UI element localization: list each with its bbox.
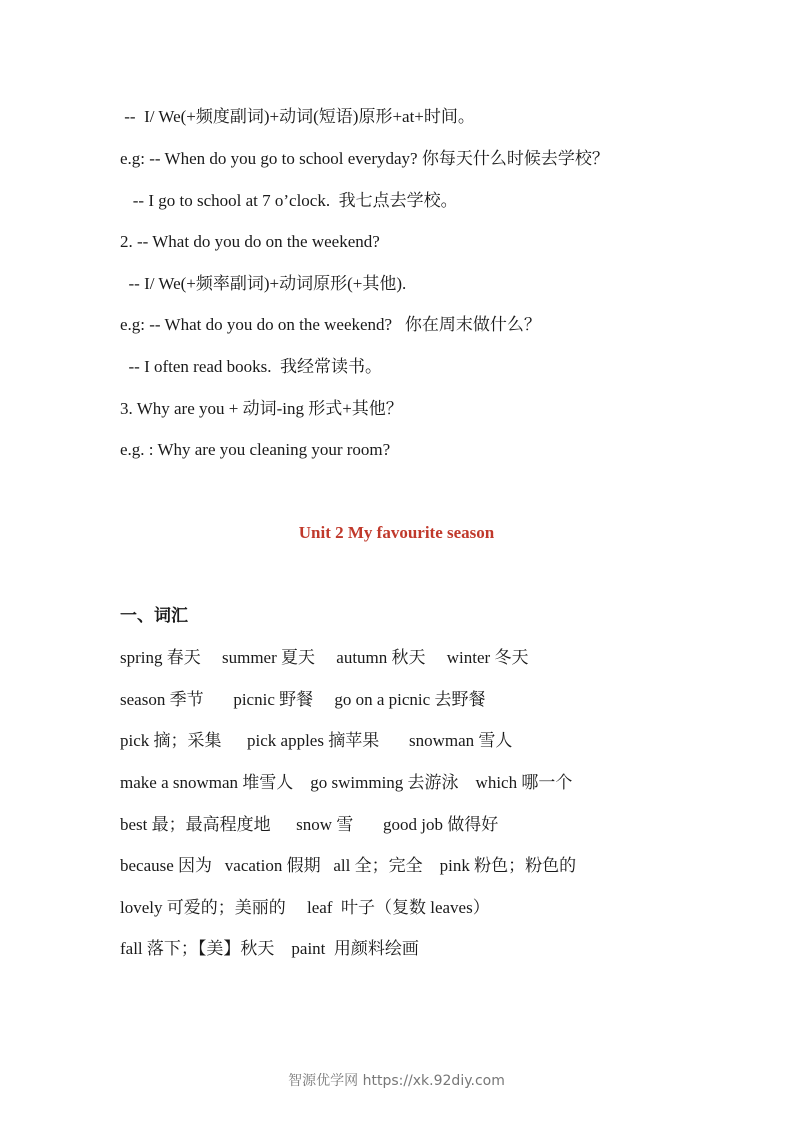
grammar-line: -- I/ We(+频率副词)+动词原形(+其他). [120, 274, 407, 293]
grammar-line: 2. -- What do you do on the weekend? [120, 232, 380, 251]
footer-watermark: 智源优学网 https://xk.92diy.com [288, 1073, 505, 1089]
vocab-line: because 因为 vacation 假期 all 全；完全 pink 粉色；粉色的 [120, 856, 577, 875]
vocab-line: spring 春天 summer 夏天 autumn 秋天 winter 冬天 [120, 648, 529, 667]
vocab-line: best 最；最高程度地 snow 雪 good job 做得好 [120, 815, 499, 834]
grammar-line: 3. Why are you + 动词-ing 形式+其他？ [120, 399, 403, 418]
vocab-line: season 季节 picnic 野餐 go on a picnic 去野餐 [120, 690, 486, 709]
unit-title: Unit 2 My favourite season [298, 523, 495, 542]
grammar-line: e.g: -- When do you go to school everyday? 你每天什么时候去学校？ [120, 149, 609, 168]
vocab-line: lovely 可爱的；美丽的 leaf 叶子（复数 leaves） [120, 898, 490, 917]
vocab-line: make a snowman 堆雪人 go swimming 去游泳 which 哪一个 [120, 773, 573, 792]
vocab-line: pick 摘；采集 pick apples 摘苹果 snowman 雪人 [120, 731, 513, 750]
grammar-line: -- I/ We(+频度副词)+动词(短语)原形+at+时间。 [120, 107, 475, 126]
vocab-heading: 一、词汇 [120, 606, 188, 625]
vocab-line: fall 落下；【美】秋天 paint 用颜料绘画 [120, 939, 419, 958]
grammar-line: e.g. : Why are you cleaning your room? [120, 440, 391, 459]
grammar-line: e.g: -- What do you do on the weekend? 你在周末做什么？ [120, 315, 541, 334]
grammar-line: -- I go to school at 7 o’clock. 我七点去学校。 [120, 191, 458, 210]
grammar-line: -- I often read books. 我经常读书。 [120, 357, 383, 376]
